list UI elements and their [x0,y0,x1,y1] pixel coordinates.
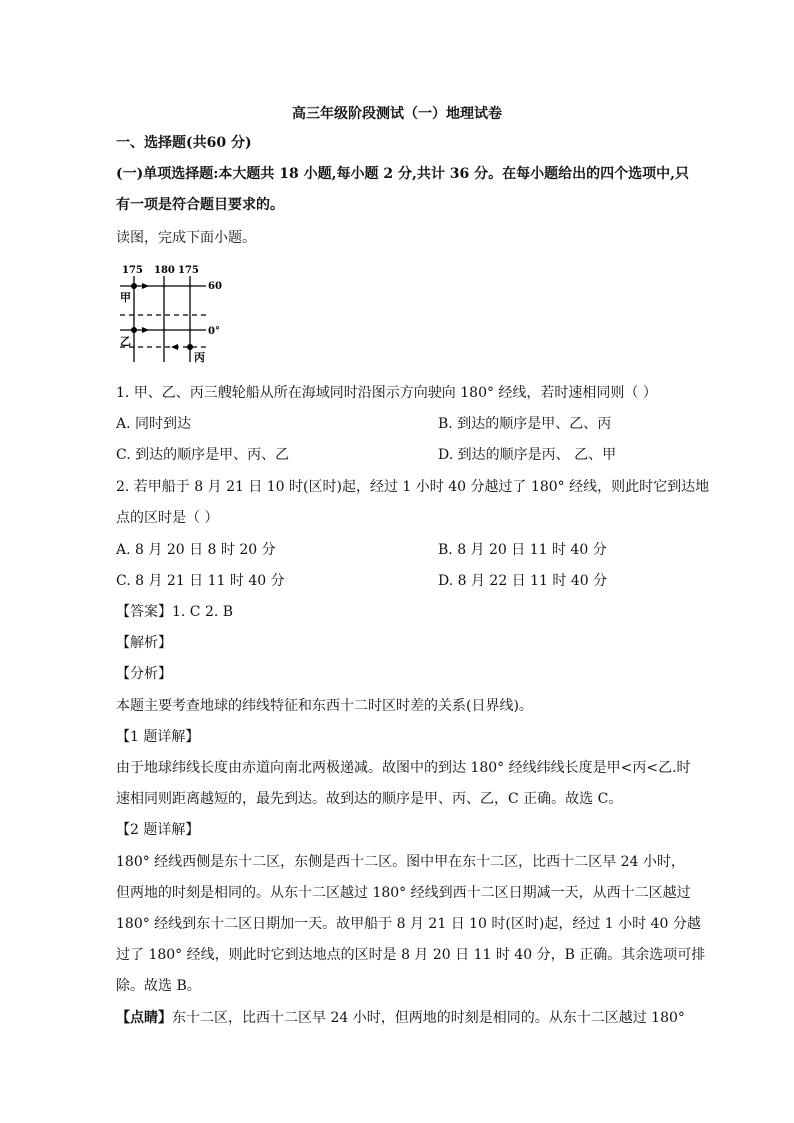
label-60: 60 [208,281,222,292]
arrow-jia-icon [142,283,149,289]
label-0-degree: 0° [208,326,220,337]
section-heading: 一、选择题(共60 分) [116,135,252,151]
arrow-bing-icon [171,344,178,350]
q1-option-a: A. 同时到达 [116,416,192,432]
detail-2-line-1: 180° 经线西侧是东十二区，东侧是西十二区。图中甲在东十二区，比西十二区早 24 小时， [116,854,685,870]
label-jia: 甲 [120,291,131,304]
fenxi-text: 本题主要考查地球的纬线特征和东西十二时区时差的关系(日界线)。 [116,698,533,714]
label-yi: 乙 [120,335,131,348]
detail-2-heading: 【2 题详解】 [116,822,200,838]
ship-bing-point [187,344,193,350]
detail-2-line-4: 过了 180° 经线，则此时它到达地点的区时是 8 月 20 日 11 时 40 分，B 正确。其余选项可排 [116,947,706,963]
label-180: 180 [154,265,175,276]
detail-2-line-3: 180° 经线到东十二区日期加一天。故甲船于 8 月 21 日 10 时(区时)起，经过 1 小时 40 分越 [116,916,701,932]
page-title: 高三年级阶段测试（一）地理试卷 [292,106,502,122]
question-2-stem-line-2: 点的区时是（ ） [116,510,219,526]
ship-jia-point [131,283,137,289]
question-prompt: 读图，完成下面小题。 [116,230,256,246]
detail-1-line-1: 由于地球纬线长度由赤道向南北两极递减。故图中的到达 180° 经线纬线长度是甲<丙<乙.时 [116,760,691,776]
detail-2-line-2: 但两地的时刻是相同的。从东十二区越过 180° 经线到西十二区日期减一天，从西十二区越过 [116,885,691,901]
q2-option-b: B. 8 月 20 日 11 时 40 分 [438,542,607,558]
detail-1-heading: 【1 题详解】 [116,729,200,745]
arrow-yi-icon [142,327,149,333]
longitude-diagram [116,262,226,366]
dianjing-line [116,1008,685,1028]
dianjing-text: 东十二区，比西十二区早 24 小时，但两地的时刻是相同的。从东十二区越过 180° [172,1010,685,1026]
question-1-stem: 1. 甲、乙、丙三艘轮船从所在海域同时沿图示方向驶向 180° 经线，若时速相同则（ ） [116,385,657,401]
q2-option-c: C. 8 月 21 日 11 时 40 分 [116,573,285,589]
diagram-svg [116,262,226,366]
q1-option-c: C. 到达的顺序是甲、丙、乙 [116,447,290,463]
detail-1-line-2: 速相同则距离越短的，最先到达。故到达的顺序是甲、丙、乙，C 正确。故选 C。 [116,791,623,807]
instruction-line-1: (一)单项选择题:本大题共 18 小题,每小题 2 分,共计 36 分。在每小题给出的四个选项中,只 [116,166,689,182]
answer-line: 【答案】1. C 2. B [116,604,234,620]
q1-option-d: D. 到达的顺序是丙、 乙、甲 [438,447,617,463]
label-bing: 丙 [194,351,205,364]
fenxi-heading: 【分析】 [116,666,172,682]
q1-option-b: B. 到达的顺序是甲、乙、丙 [438,416,612,432]
q2-option-d: D. 8 月 22 日 11 时 40 分 [438,573,608,589]
instruction-line-2: 有一项是符合题目要求的。 [116,197,284,213]
question-2-stem-line-1: 2. 若甲船于 8 月 21 日 10 时(区时)起，经过 1 小时 40 分越过了 180° 经线，则此时它到达地 [116,479,710,495]
analysis-heading: 【解析】 [116,635,172,651]
label-175-right: 175 [178,265,199,276]
label-175-left: 175 [122,265,143,276]
ship-yi-point [131,327,137,333]
dianjing-heading: 【点睛】 [116,1010,172,1026]
detail-2-line-5: 除。故选 B。 [116,978,201,994]
q2-option-a: A. 8 月 20 日 8 时 20 分 [116,542,276,558]
